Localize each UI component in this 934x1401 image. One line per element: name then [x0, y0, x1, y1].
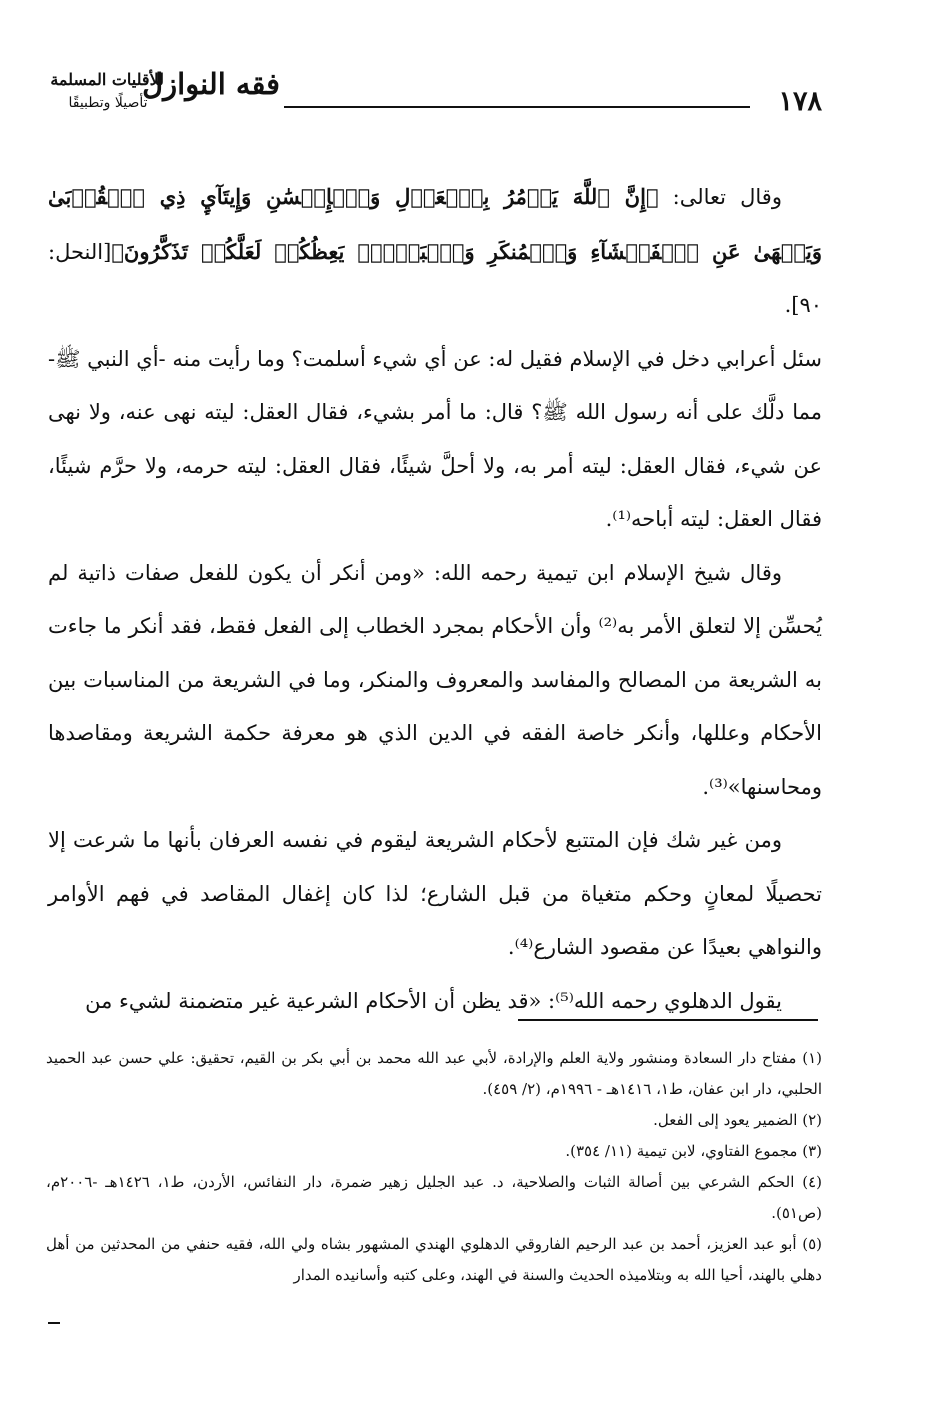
- paragraph-dehlawi-quote: يقول الدهلوي رحمه الله⁽⁵⁾: «قد يظن أن الأحكام الشرعية غير متضمنة لشيء من: [85, 988, 782, 1013]
- paragraph-quran-verse: [48, 170, 822, 333]
- running-header: [52, 66, 822, 130]
- verse-lead-text: وقال تعالى:: [658, 185, 782, 209]
- book-tagline: تأصيلًا وتطبيقًا: [68, 95, 148, 111]
- quran-verse: ﴿إِنَّ ٱللَّهَ يَأۡمُرُ بِٱلۡعَدۡلِ وَٱلۡإِحۡسَٰنِ وَإِيتَآيِٕ ذِي ٱلۡقُرۡبَىٰ وَيَنۡهَىٰ عَنِ ٱلۡفَحۡشَآءِ وَٱلۡمُنكَرِ وَٱلۡبَغۡيِۚ يَعِظُكُمۡ لَعَلَّكُمۡ تَذَكَّرُونَ﴾: [48, 184, 822, 264]
- paragraph-shariah-purposes: ومن غير شك فإن المتتبع لأحكام الشريعة ليقوم في نفسه العرفان بأنها ما شرعت إلا تحصيلًا لمعانٍ وحكم متغياة من قبل الشارع؛ لذا كان إغفال المقاصد في فهم الأوامر والنواهي بعيدًا عن مقصود الشارع⁽⁴⁾.: [48, 828, 822, 959]
- footnote-5: (٥) أبو عبد العزيز، أحمد بن عبد الرحيم الفاروقي الدهلوي الهندي المشهور بشاه ولي الله، فقيه حنفي من المحدثين من أهل دهلي بالهند، أحيا الله به وبتلاميذه الحديث والسنة في الهند، وعلى كتبه وأسانيده المدار: [46, 1235, 822, 1284]
- footnote-3: (٣) مجموع الفتاوي، لابن تيمية (١١/ ٣٥٤).: [565, 1142, 822, 1160]
- book-subtitle: للأقليات المسلمة: [50, 70, 164, 89]
- footnote-4: (٤) الحكم الشرعي بين أصالة الثبات والصلاحية، د. عبد الجليل زهير ضمرة، دار النفائس، الأردن، ط١، ١٤٢٦هـ -٢٠٠٦م، (ص٥١).: [46, 1173, 822, 1222]
- footnote-1: (١) مفتاح دار السعادة ومنشور ولاية العلم والإرادة، لأبي عبد الله محمد بن أبي بكر بن القيم، تحقيق: علي حسن عبد الحميد الحلبي، دار ابن عفان، ط١، ١٤١٦هـ - ١٩٩٦م، (٢/ ٤٥٩).: [46, 1049, 822, 1098]
- footnotes: [46, 1043, 822, 1291]
- continuation-mark: [48, 1322, 60, 1324]
- paragraph-ibn-taymiyyah-quote: وقال شيخ الإسلام ابن تيمية رحمه الله: «ومن أنكر أن يكون للفعل صفات ذاتية لم يُحسِّن إلا لتعلق الأمر به⁽²⁾ وأن الأحكام بمجرد الخطاب إلى الفعل فقط، فقد أنكر ما جاءت به الشريعة من المصالح والمفاسد والمعروف والمنكر، وما في الشريعة من المناسبات بين الأحكام وعللها، وأنكر خاصة الفقه في الدين الذي هو معرفة حكمة الشريعة ومقاصدها ومحاسنها»⁽³⁾.: [48, 560, 822, 799]
- footnote-separator: [518, 1019, 818, 1021]
- paragraph-bedouin-story: سئل أعرابي دخل في الإسلام فقيل له: عن أي شيء أسلمت؟ وما رأيت منه -أي النبي ﷺ- مما دلَّك على أنه رسول الله ﷺ؟ قال: ما أمر بشيء، فقال العقل: ليته نهى عنه، ولا نهى عن شيء، فقال العقل: ليته أمر به، ولا أحلَّ شيئًا، فقال العقل: ليته حرمه، ولا حرَّم شيئًا، فقال العقل: ليته أباحه⁽¹⁾.: [48, 346, 822, 531]
- main-text: [48, 170, 822, 1028]
- footnote-2: (٢) الضمير يعود إلى الفعل.: [653, 1111, 822, 1129]
- page-number: ١٧٨: [778, 86, 822, 117]
- book-title-block: [52, 66, 280, 130]
- verse-reference: [النحل: ٩٠].: [48, 239, 822, 317]
- header-rule: [284, 106, 750, 108]
- book-title: فقه النوازل: [142, 67, 280, 101]
